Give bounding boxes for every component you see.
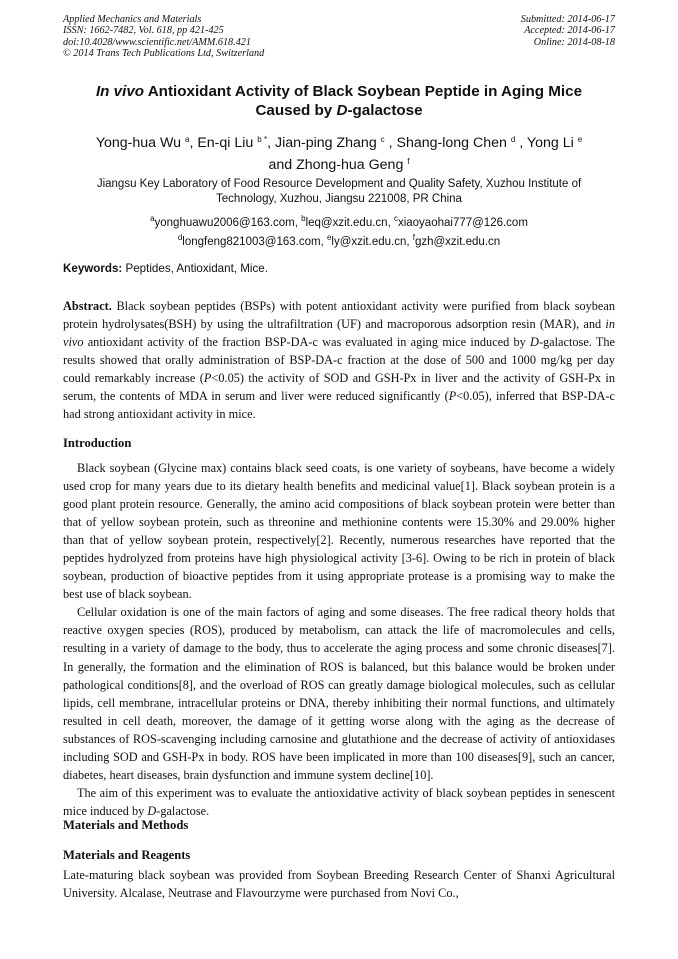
author: Jian-ping Zhang $^c$ , [274,135,397,151]
keywords [63,262,615,275]
paragraph: Black soybean (Glycine max) contains black seed coats, is one variety of soybeans, have become a widely used crop for many years due to its dietary health benefits and medicinal value[1]. Black soybean protein is a good plant protein resource. Generally, the amino acid compositions of black soybean protein were better than that of yellow soybean protein, such as threonine and methionine contents were 15.30% and 29.00% higher than that of yellow soybean protein, respectively[2]. Recently, numerous researches have reported that the peptides hydrolyzed from proteins have high physiological activity [3-6]. Owing to be rich in protein of black soybean, production of bioactive peptides from it using appropriate protease is a promising way to make the best use of black soybean. [63,461,615,602]
email-link[interactable]: xiaoyaohai777@126.com [397,217,528,229]
journal-copyright: © 2014 Trans Tech Publications Ltd, Switzerland [63,47,265,59]
journal-name: Applied Mechanics and Materials [63,14,202,25]
journal-doi: doi:10.4028/www.scientific.net/AMM.618.421 [63,36,251,48]
keywords-label: Keywords: [63,262,123,275]
title-italic-prefix: In vivo [95,83,145,100]
abstract-label: Abstract. [63,299,112,313]
online-date: Online: 2014-08-18 [533,36,615,48]
email-link[interactable]: gzh@xzit.edu.cn [414,235,501,248]
materials-body [63,866,615,902]
submitted-date: Submitted: 2014-06-17 [520,14,615,25]
paragraph: Late-maturing black soybean was provided from Soybean Breeding Research Center of Shanxi Agricultural University. Alcalase, Neutrase and Flavourzyme were purchased from Novi Co., [63,868,615,901]
author: Yong Li $^e$ [526,135,583,151]
journal-issn: ISSN: 1662-7482, Vol. 618, pp 421-425 [63,25,224,37]
author-emails: $^a$yonghuawu2006@163.com, $^b$leq@xzit.edu.cn, $^c$xiaoyaohai777@126.com $^d$longfeng821003@163.com, $^e$ly@xzit.edu.cn, $^f$gzh@xzit.edu.cn [150,214,528,248]
email-link[interactable]: ly@xzit.edu.cn [331,235,407,248]
affiliation-line1: Jiangsu Key Laboratory of Food Resource Development and Quality Safety, Xuzhou Institute of [96,178,582,190]
author-list [60,131,618,174]
author: En-qi Liu $^{b *}$, [197,135,275,151]
author: and Zhong-hua Geng $^f$ [268,156,410,173]
title-line1: Antioxidant Activity of Black Soybean Peptide in Aging Mice [144,83,583,100]
author: Shang-long Chen $^d$ , [396,135,527,151]
paper-title [64,82,614,120]
title-line2-pre: Caused by [255,102,337,119]
introduction-body [63,459,615,820]
section-heading: Introduction [63,436,132,450]
journal-header-left [63,14,383,59]
author: Yong-hua Wu $^a$, [95,135,198,151]
title-line2-italic: D [336,102,348,119]
section-heading: Materials and Methods [63,818,189,832]
email-link[interactable]: yonghuawu2006@163.com [154,217,295,229]
affiliation [64,177,614,208]
paragraph: Cellular oxidation is one of the main factors of aging and some diseases. The free radical theory holds that reactive oxygen species (ROS), produced by metabolism, can attack the life of macromolecules and cells, resulting in a variety of damage to the body, thus to accelerate the aging process and some chronic diseases[7]. In generally, the formation and the elimination of ROS is balanced, but this balance would be broken under pathological conditions[8], and the overload of ROS can greatly damage biological molecules, such as cellular lipids, cell membrane, intracellular proteins or DNA, thereby inhibiting their normal functions, and ultimately resulted in cell death, moreover, the damage of it getting worse along with the aging as the decrease of substances of ROS-scavenging including carnosine and glutathione and the decrease of activity of antioxidases including SOD and GSH-Px in body. ROS have been implicated in more than 100 diseases[9], such an cancer, diabetes, heart diseases, brain dysfunction and immune system decline[10]. [63,605,615,782]
email-link[interactable]: leq@xzit.edu.cn [305,217,388,229]
abstract: Abstract. Black soybean peptides (BSPs) with potent antioxidant activity were purified from black soybean protein hydrolysates(BSH) by using the ultrafiltration (UF) and macroporous adsorption resin (MAR), and in vivo antioxidant activity of the fraction BSP-DA-c was evaluated in aging mice induced by D-galactose. The results showed that orally administration of BSP-DA-c fraction at the dose of 500 and 1000 mg/kg per day could remarkably increase (P<0.05) the activity of SOD and GSH-Px in liver and the activity of GSH-Px in serum, the contents of MDA in serum and liver were reduced significantly (P<0.05), inferred that BSP-DA-c had strong antioxidant activity in mice. [63,299,615,422]
subsection-heading: Materials and Reagents [63,848,191,862]
keywords-text: Peptides, Antioxidant, Mice. [122,262,268,275]
journal-header-right [395,14,615,48]
email-link[interactable]: longfeng821003@163.com [182,235,321,248]
accepted-date: Accepted: 2014-06-17 [524,25,615,37]
paragraph: The aim of this experiment was to evaluate the antioxidative activity of black soybean peptides in senescent mice induced by D-galactose. [63,785,615,818]
affiliation-line2: Technology, Xuzhou, Jiangsu 221008, PR China [216,193,462,206]
title-line2-post: -galactose [347,102,423,119]
